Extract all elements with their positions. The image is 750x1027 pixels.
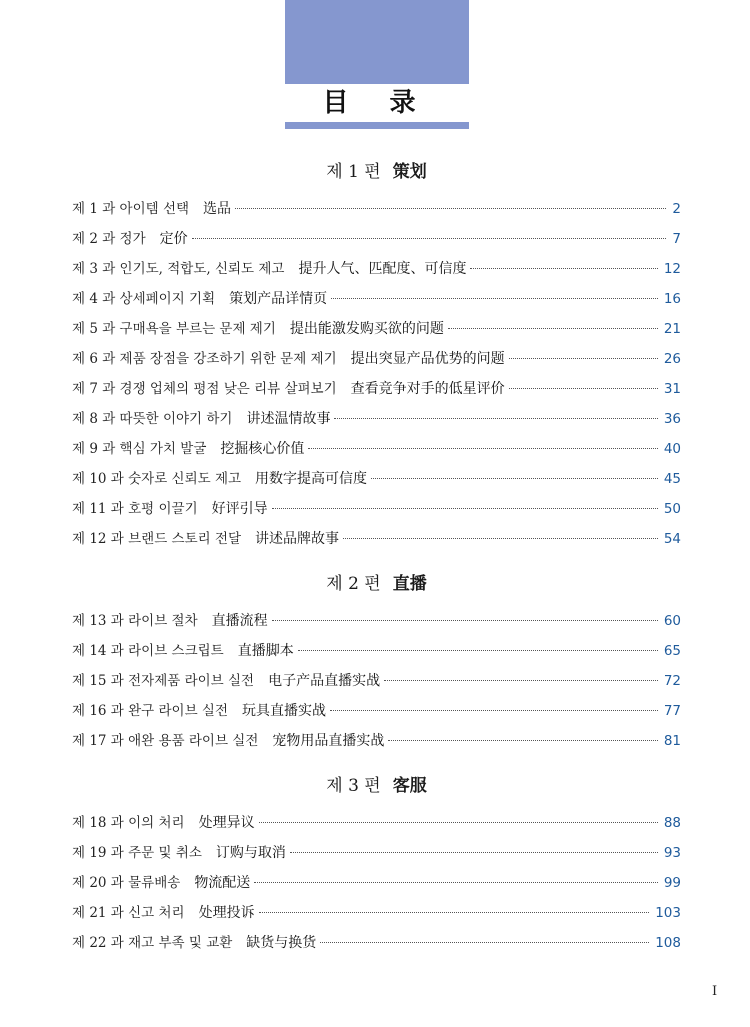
lesson-korean-title: 제 3 과 인기도, 적합도, 신뢰도 제고 [72, 261, 285, 277]
section-name: 直播 [392, 574, 427, 594]
lesson-chinese-title: 直播脚本 [237, 643, 294, 659]
lesson-chinese-title: 处理异议 [198, 815, 255, 831]
lesson-chinese-title: 物流配送 [194, 875, 251, 891]
lesson-korean-title: 제 5 과 구매욕을 부르는 문제 제기 [72, 321, 276, 337]
toc-entry[interactable] [72, 666, 681, 696]
toc-entry[interactable] [72, 868, 681, 898]
page-link[interactable]: 26 [663, 351, 681, 367]
lesson-korean-title: 제 12 과 브랜드 스토리 전달 [72, 531, 242, 547]
lesson-korean-title: 제 10 과 숫자로 신뢰도 제고 [72, 471, 242, 487]
lesson-korean-title: 제 15 과 전자제품 라이브 실전 [72, 673, 255, 689]
dot-leader [192, 238, 667, 239]
lesson-chinese-title: 讲述温情故事 [246, 411, 331, 427]
lesson-korean-title: 제 4 과 상세페이지 기획 [72, 291, 216, 307]
lesson-korean-title: 제 7 과 경쟁 업체의 평점 낮은 리뷰 살펴보기 [72, 381, 337, 397]
lesson-korean-title: 제 13 과 라이브 절차 [72, 613, 198, 629]
page-link[interactable]: 81 [663, 733, 681, 749]
lesson-chinese-title: 选品 [203, 201, 232, 217]
lesson-chinese-title: 用数字提高可信度 [255, 471, 368, 487]
lesson-chinese-title: 电子产品直播实战 [268, 673, 381, 689]
toc-entry[interactable] [72, 314, 681, 344]
dot-leader [388, 740, 657, 741]
page-link[interactable]: 108 [655, 935, 681, 951]
toc-entry[interactable] [72, 254, 681, 284]
toc-entry[interactable] [72, 726, 681, 756]
page-link[interactable]: 21 [663, 321, 681, 337]
page-link[interactable]: 103 [655, 905, 681, 921]
lesson-korean-title: 제 14 과 라이브 스크립트 [72, 643, 224, 659]
lesson-chinese-title: 缺货与换货 [246, 935, 317, 951]
toc-entry[interactable] [72, 344, 681, 374]
dot-leader [448, 328, 658, 329]
lesson-korean-title: 제 17 과 애완 용품 라이브 실전 [72, 733, 259, 749]
lesson-chinese-title: 提出突显产品优势的问题 [350, 351, 505, 367]
page-link[interactable]: 72 [663, 673, 681, 689]
toc-entry[interactable] [72, 696, 681, 726]
toc-section [72, 562, 681, 756]
toc-entry[interactable] [72, 374, 681, 404]
page-link[interactable]: 16 [663, 291, 681, 307]
lesson-korean-title: 제 6 과 제품 장점을 강조하기 위한 문제 제기 [72, 351, 337, 367]
lesson-chinese-title: 查看竞争对手的低星评价 [350, 381, 505, 397]
toc-entry[interactable] [72, 898, 681, 928]
lesson-korean-title: 제 22 과 재고 부족 및 교환 [72, 935, 233, 951]
page-link[interactable]: 77 [663, 703, 681, 719]
toc-entry[interactable] [72, 494, 681, 524]
section-heading [72, 764, 681, 808]
dot-leader [331, 298, 658, 299]
lesson-chinese-title: 处理投诉 [198, 905, 255, 921]
lesson-korean-title: 제 20 과 물류배송 [72, 875, 181, 891]
dot-leader [235, 208, 666, 209]
dot-leader [308, 448, 657, 449]
lesson-chinese-title: 直播流程 [211, 613, 268, 629]
toc-entry[interactable] [72, 636, 681, 666]
page-link[interactable]: 88 [663, 815, 681, 831]
toc-entry[interactable] [72, 524, 681, 554]
page-link[interactable]: 50 [663, 501, 681, 517]
dot-leader [298, 650, 658, 651]
section-heading [72, 562, 681, 606]
dot-leader [259, 912, 650, 913]
lesson-chinese-title: 玩具直播实战 [242, 703, 327, 719]
lesson-korean-title: 제 19 과 주문 및 취소 [72, 845, 202, 861]
page-title: 目 录 [322, 88, 432, 118]
page-link[interactable]: 60 [663, 613, 681, 629]
lesson-chinese-title: 定价 [159, 231, 188, 247]
section-heading [72, 150, 681, 194]
section-label: 제 3 편 [326, 776, 381, 796]
lesson-korean-title: 제 9 과 핵심 가치 발굴 [72, 441, 207, 457]
toc-entry[interactable] [72, 224, 681, 254]
page-link[interactable]: 99 [663, 875, 681, 891]
page-link[interactable]: 45 [663, 471, 681, 487]
page-link[interactable]: 65 [663, 643, 681, 659]
dot-leader [509, 358, 658, 359]
lesson-korean-title: 제 8 과 따뜻한 이야기 하기 [72, 411, 233, 427]
table-of-contents [72, 150, 681, 966]
section-name: 策划 [392, 162, 427, 182]
page-link[interactable]: 2 [672, 201, 681, 217]
section-label: 제 2 편 [326, 574, 381, 594]
dot-leader [272, 508, 658, 509]
lesson-chinese-title: 策划产品详情页 [229, 291, 328, 307]
toc-entry[interactable] [72, 434, 681, 464]
dot-leader [509, 388, 658, 389]
toc-entry[interactable] [72, 808, 681, 838]
lesson-korean-title: 제 18 과 이의 처리 [72, 815, 185, 831]
toc-entry[interactable] [72, 838, 681, 868]
toc-entry[interactable] [72, 928, 681, 958]
dot-leader [272, 620, 658, 621]
page-link[interactable]: 7 [672, 231, 681, 247]
dot-leader [470, 268, 657, 269]
title-underline-bar [285, 122, 469, 129]
dot-leader [384, 680, 658, 681]
lesson-chinese-title: 提升人气、匹配度、可信度 [298, 261, 467, 277]
page-number: I [712, 984, 718, 999]
toc-entry[interactable] [72, 464, 681, 494]
lesson-chinese-title: 好评引导 [211, 501, 268, 517]
section-label: 제 1 편 [326, 162, 381, 182]
dot-leader [371, 478, 658, 479]
dot-leader [259, 822, 658, 823]
header-color-block [285, 0, 469, 84]
page-link[interactable]: 36 [663, 411, 681, 427]
toc-entry[interactable] [72, 404, 681, 434]
page-link[interactable]: 93 [663, 845, 681, 861]
lesson-chinese-title: 讲述品牌故事 [255, 531, 340, 547]
lesson-chinese-title: 挖掘核心价值 [220, 441, 305, 457]
toc-entry[interactable] [72, 606, 681, 636]
dot-leader [330, 710, 658, 711]
page-link[interactable]: 40 [663, 441, 681, 457]
lesson-korean-title: 제 1 과 아이템 선택 [72, 201, 190, 217]
toc-entry[interactable] [72, 284, 681, 314]
lesson-korean-title: 제 16 과 완구 라이브 실전 [72, 703, 229, 719]
page-link[interactable]: 31 [663, 381, 681, 397]
dot-leader [343, 538, 658, 539]
lesson-korean-title: 제 21 과 신고 처리 [72, 905, 185, 921]
lesson-chinese-title: 订购与取消 [215, 845, 286, 861]
lesson-chinese-title: 提出能激发购买欲的问题 [289, 321, 444, 337]
lesson-korean-title: 제 2 과 정가 [72, 231, 146, 247]
section-name: 客服 [392, 776, 427, 796]
page-link[interactable]: 54 [663, 531, 681, 547]
page-link[interactable]: 12 [663, 261, 681, 277]
dot-leader [334, 418, 657, 419]
lesson-korean-title: 제 11 과 호평 이끌기 [72, 501, 198, 517]
toc-entry[interactable] [72, 194, 681, 224]
dot-leader [320, 942, 649, 943]
dot-leader [254, 882, 658, 883]
toc-section [72, 764, 681, 958]
lesson-chinese-title: 宠物用品直播实战 [272, 733, 385, 749]
toc-section [72, 150, 681, 554]
dot-leader [290, 852, 658, 853]
